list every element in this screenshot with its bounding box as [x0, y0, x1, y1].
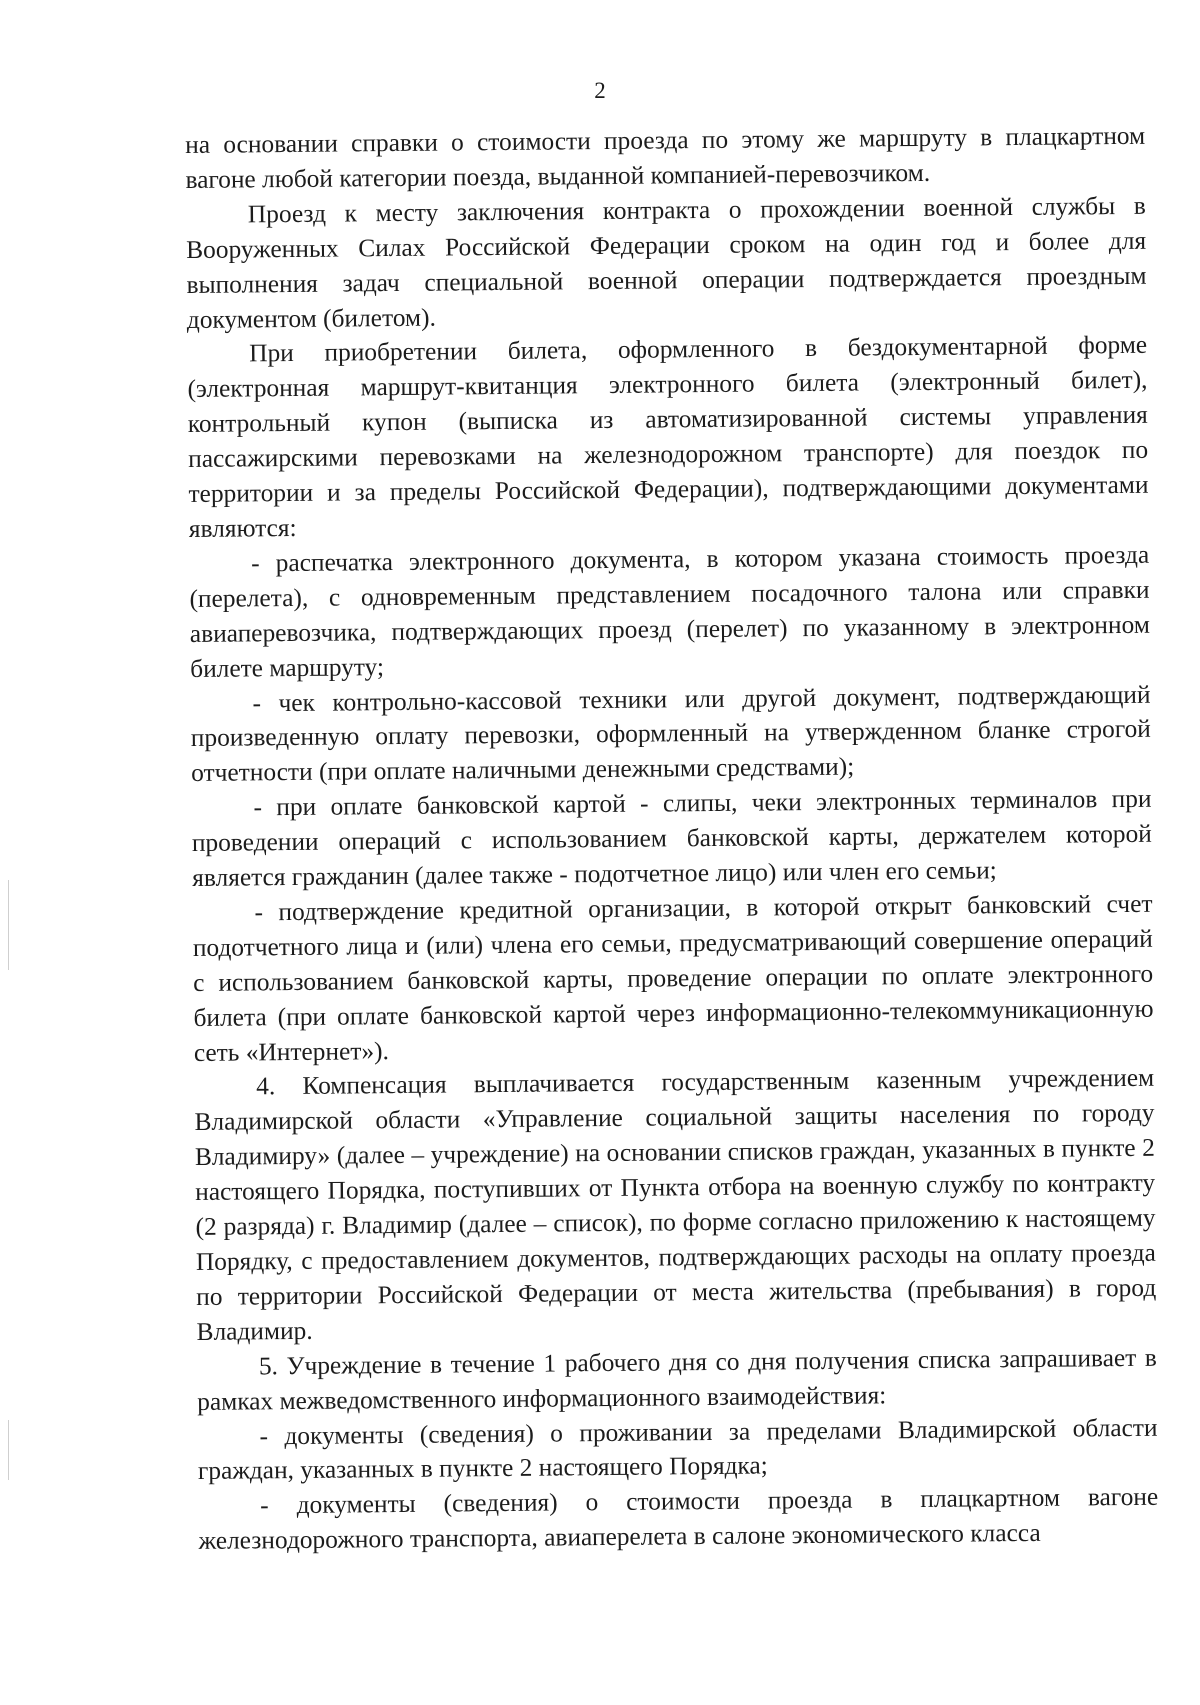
list-item-paragraph: - документы (сведения) о проживании за пределами Владимирской области граждан, указанных в пункте 2 настоящего Порядка;: [197, 1413, 1158, 1486]
document-body: [185, 119, 1159, 1559]
scan-edge-mark: [8, 880, 9, 970]
list-item-paragraph: - при оплате банковской картой - слипы, чеки электронных терминалов при проведении операций с использованием банковской карты, держателем которой является гражданин (далее также - подотчетное лицо) или член его семьи;: [191, 784, 1152, 892]
paragraph: Проезд к месту заключения контракта о прохождении военной службы в Вооруженных Силах Российской Федерации сроком на один год и более для выполнения задач специальной военной операции подтверждается проездным документом (билетом).: [186, 191, 1147, 334]
list-item-paragraph: - чек контрольно-кассовой техники или другой документ, подтверждающий произведенную оплату перевозки, оформленный на утвержденном бланке строгой отчетности (при оплате наличными денежными средствами);: [190, 680, 1151, 788]
list-item-paragraph: - распечатка электронного документа, в котором указана стоимость проезда (перелета), с одновременным представлением посадочного талона или справки авиаперевозчика, подтверждающих проезд (перелет) по указанному в электронном билете маршруту;: [189, 540, 1150, 683]
numbered-clause-5: 5. Учреждение в течение 1 рабочего дня со дня получения списка запрашивает в рамках межведомственного информационного взаимодействия:: [197, 1343, 1157, 1416]
list-item-paragraph: - подтверждение кредитной организации, в которой открыт банковский счет подотчетного лица и (или) члена его семьи, предусматривающий совершение операций с использованием банковской карты, проведение операции по оплате электронного билета (при оплате банковской картой через информационно-телекоммуникационную сеть «Интернет»).: [192, 889, 1154, 1067]
list-item-paragraph: - документы (сведения) о стоимости проезда в плацкартном вагоне железнодорожного транспорта, авиаперелета в салоне экономического класса: [198, 1483, 1159, 1556]
paragraph: При приобретении билета, оформленного в бездокументарной форме (электронная маршрут-квитанция электронного билета (электронный билет), контрольный купон (выписка из автоматизированной системы управления пассажирскими перевозками на железнодорожном транспорте) для поездок по территории и за пределы Российской Федерации), подтверждающими документами являются:: [187, 331, 1149, 543]
page-number: 2: [594, 78, 606, 103]
scan-edge-mark: [8, 1420, 9, 1480]
paragraph: на основании справки о стоимости проезда по этому же маршруту в плацкартном вагоне любой категории поезда, выданной компанией-перевозчиком.: [185, 121, 1146, 194]
numbered-clause-4: 4. Компенсация выплачивается государственным казенным учреждением Владимирской области «Управление социальной защиты населения по городу Владимиру» (далее – учреждение) на основании списков граждан, указанных в пункте 2 настоящего Порядка, поступивших от Пункта отбора на военную службу по контракту (2 разряда) г. Владимир (далее – список), по форме согласно приложению к настоящему Порядку, с предоставлением документов, подтверждающих расходы на оплату проезда по территории Российской Федерации от места жительства (пребывания) в город Владимир.: [194, 1064, 1157, 1346]
